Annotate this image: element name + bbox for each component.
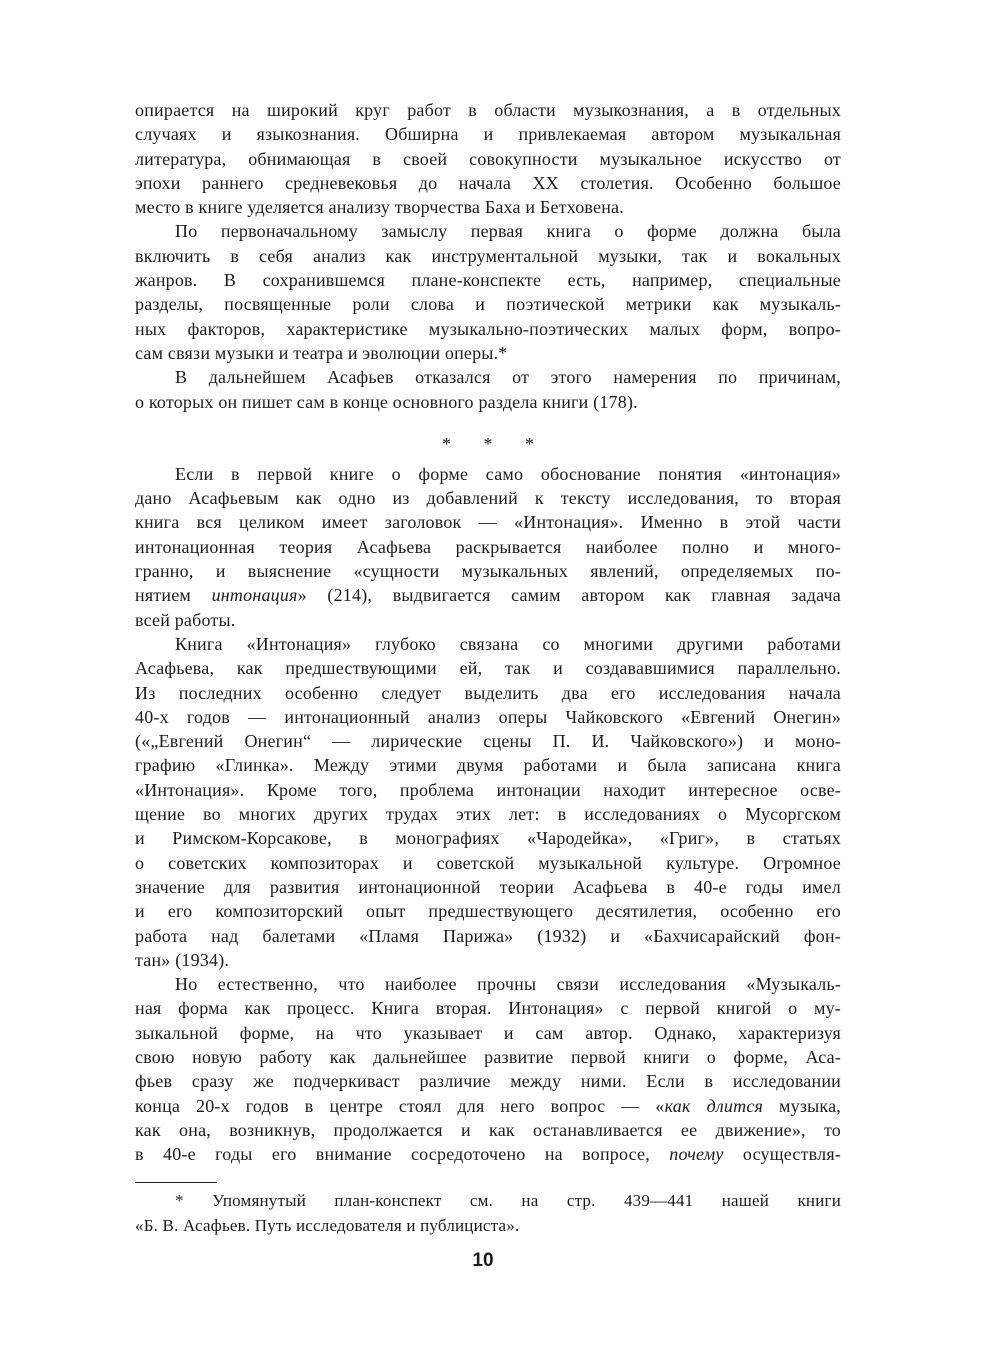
italic-text: как длится [664,1095,764,1116]
text-line: эпохи раннего средневековья до начала XX столетия. Особенно большое [135,172,841,193]
text-line: работа над балетами «Пламя Парижа» (1932) и «Бахчисарайский фон- [135,925,841,946]
text-line: «Интонация». Кроме того, проблема интонации находит интересное осве- [135,779,841,800]
text-line [135,1094,841,1118]
text-line: свою новую работу как дальнейшее развитие первой книги о форме, Аса- [135,1046,841,1067]
text-segment: конца 20-х годов в центре стоял для него вопрос — « [135,1095,665,1116]
text-segment: осуществля- [723,1144,842,1165]
text-line: разделы, посвященные роли слова и поэтической метрики как музыкаль- [135,294,841,315]
text-line: всей работы. [135,609,236,630]
text-line: как она, возникнув, продолжается и как останавливается ее движение», то [135,1119,841,1140]
document-page [135,98,841,1272]
text-line: дано Асафьевым как одно из добавлений к тексту исследования, то вторая [135,488,841,509]
text-segment: музыка, [763,1095,841,1116]
italic-text: почему [669,1144,724,1165]
text-line [135,583,841,607]
section-separator [135,414,841,462]
paragraph [135,98,841,219]
paragraph [135,972,841,1166]
text-line: о советских композиторах и советской музыкальной культуре. Огромное [135,852,841,873]
footnote-line: * Упомянутый план-конспект см. на стр. 439—441 нашей книги [175,1191,841,1211]
text-line: зыкальной форме, на что указывает и сам автор. Однако, характеризуя [135,1022,841,1043]
text-line [135,1142,841,1166]
text-line: и его композиторский опыт предшествующего десятилетия, особенно его [135,901,841,922]
text-line: опирается на широкий круг работ в области музыкознания, а в отдельных [135,100,841,120]
text-line: Но естественно, что наиболее прочны связи исследования «Музыкаль- [175,974,841,995]
text-line: Если в первой книге о форме само обоснование понятия «интонация» [175,463,841,484]
text-line: Из последних особенно следует выделить два его исследования начала [135,682,841,703]
text-line: значение для развития интонационной теории Асафьева в 40-е годы имел [135,876,841,897]
text-line: Книга «Интонация» глубоко связана со многими другими работами [175,633,841,654]
text-before-separator [135,98,841,414]
text-line: и Римском-Корсакове, в монографиях «Чародейка», «Григ», в статьях [135,828,841,849]
text-line: ная форма как процесс. Книга вторая. Интонация» с первой книгой о му- [135,998,841,1019]
text-line: тан» (1934). [135,949,230,970]
text-line: графию «Глинка». Между этими двумя работами и была записана книга [135,755,841,776]
footnote-line: «Б. В. Асафьев. Путь исследователя и публициста». [135,1215,520,1235]
text-line: о которых он пишет сам в конце основного раздела книги (178). [135,391,638,412]
text-line: книга вся целиком имеет заголовок — «Интонация». Именно в этой части [135,512,841,533]
text-segment: в 40-е годы его внимание сосредоточено на вопросе, [135,1144,670,1165]
text-line: ных факторов, характеристике музыкально-поэтических малых форм, вопро- [135,318,841,339]
text-line: случаях и языкознания. Обширна и привлекаемая автором музыкальная [135,124,841,145]
text-segment: » (214), выдвигается самим автором как главная задача [297,585,841,606]
page-number: 10 [472,1250,494,1272]
text-line: жанров. В сохранившемся плане-конспекте есть, например, специальные [135,270,841,291]
text-line: интонационная теория Асафьева раскрывается наиболее полно и много- [135,536,841,557]
text-line: щение во многих других трудах этих лет: в исследованиях о Мусоргском [135,804,841,825]
text-line: гранно, и выяснение «сущности музыкальных явлений, определяемых по- [135,561,841,582]
paragraph [135,219,841,365]
separator-asterisks: * * * [442,433,548,454]
text-line: включить в себя анализ как инструментальной музыки, так и вокальных [135,245,841,266]
text-line: место в книге уделяется анализу творчества Баха и Бетховена. [135,197,624,218]
paragraph [135,462,841,632]
text-line: фьев сразу же подчеркиваст различие между ними. Если в исследовании [135,1071,841,1092]
text-line: литература, обнимающая в своей совокупности музыкальное искусство от [135,148,841,169]
text-segment: нятием [135,585,212,606]
text-after-separator [135,462,841,1167]
text-line: Асафьева, как предшествующими ей, так и создававшимися параллельно. [135,658,841,679]
paragraph [135,632,841,972]
text-line: сам связи музыки и театра и эволюции оперы.* [135,342,508,363]
paragraph [135,365,841,414]
text-line: По первоначальному замыслу первая книга о форме должна была [175,221,841,242]
footnote [135,1189,841,1238]
text-line: («„Евгений Онегин“ — лирические сцены П. И. Чайковского») и моно- [135,731,841,752]
footnote-rule [135,1182,217,1183]
text-line: В дальнейшем Асафьев отказался от этого намерения по причинам, [175,367,841,388]
italic-text: интонация [211,585,298,606]
text-line: 40-х годов — интонационный анализ оперы Чайковского «Евгений Онегин» [135,706,841,727]
